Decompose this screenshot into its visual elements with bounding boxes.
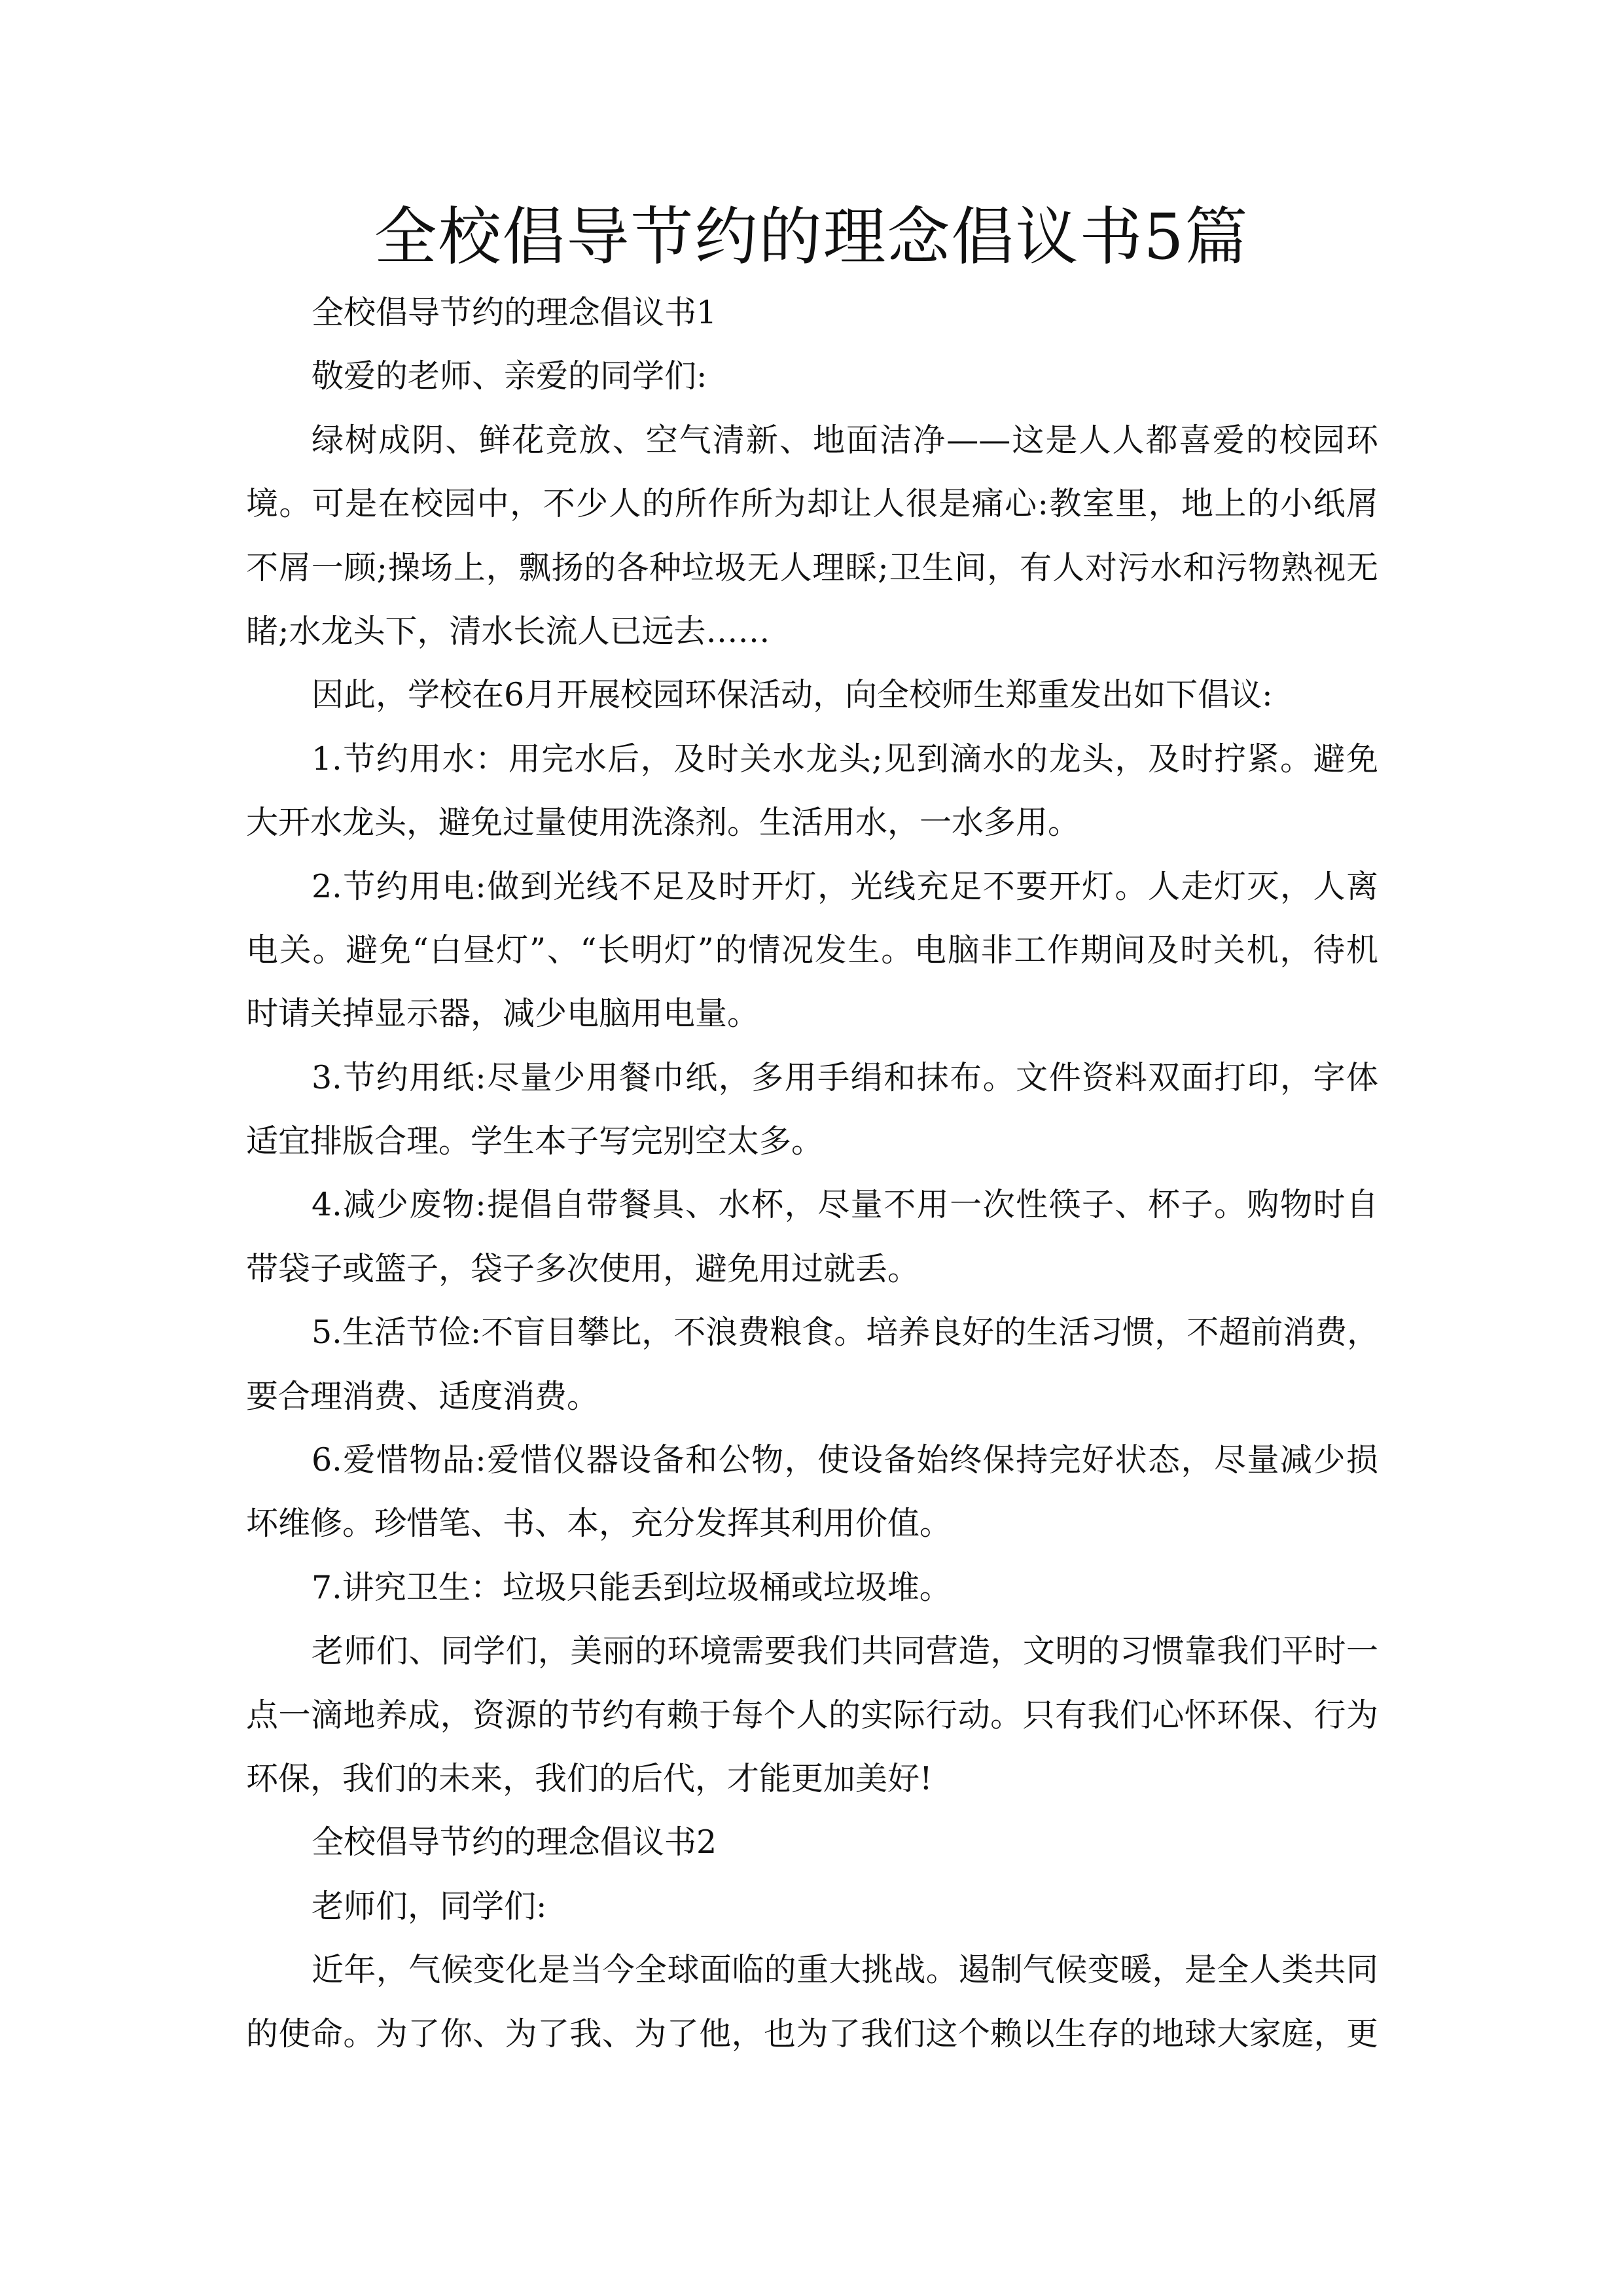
text-line: 老师们，同学们: [312,1887,547,1925]
text-line: 敬爱的老师、亲爱的同学们: [312,357,707,395]
paragraph [246,727,1378,855]
paragraph [246,1300,1378,1428]
text-line: 老师们、同学们，美丽的环境需要我们共同营造，文明的习惯靠我们平时一 [312,1632,1378,1670]
text-line: 6.爱惜物品:爱惜仪器设备和公物，使设备始终保持完好状态，尽量减少损 [312,1441,1378,1479]
text-line: 带袋子或篮子，袋子多次使用，避免用过就丢。 [246,1249,920,1287]
text-line: 境。可是在校园中，不少人的所作所为却让人很是痛心:教室里，地上的小纸屑 [246,485,1378,523]
text-line: 睹;水龙头下，清水长流人已远去…… [246,612,770,650]
text-line: 环保，我们的未来，我们的后代，才能更加美好! [246,1759,933,1797]
text-line: 全校倡导节约的理念倡议书1 [312,294,717,331]
text-line: 3.节约用纸:尽量少用餐巾纸，多用手绢和抹布。文件资料双面打印，字体 [312,1058,1378,1096]
text-line: 大开水龙头，避免过量使用洗涤剂。生活用水，一水多用。 [246,804,1080,842]
text-line: 近年，气候变化是当今全球面临的重大挑战。遏制气候变暖，是全人类共同 [312,1951,1378,1989]
text-line: 时请关掉显示器，减少电脑用电量。 [246,995,760,1033]
text-line: 不屑一顾;操场上，飘扬的各种垃圾无人理睬;卫生间，有人对污水和污物熟视无 [246,548,1378,586]
paragraph [246,1556,1378,1619]
document-title: 全校倡导节约的理念倡议书5篇 [374,200,1249,274]
text-line: 1.节约用水：用完水后，及时关水龙头;见到滴水的龙头，及时拧紧。避免 [312,740,1378,778]
paragraph [246,1173,1378,1300]
text-line: 要合理消费、适度消费。 [246,1377,599,1415]
paragraph [246,855,1378,1046]
text-line: 5.生活节俭:不盲目攀比，不浪费粮食。培养良好的生活习惯，不超前消费， [312,1314,1380,1352]
paragraph [246,1938,1378,2066]
paragraph [246,408,1378,664]
text-line: 的使命。为了你、为了我、为了他，也为了我们这个赖以生存的地球大家庭，更 [246,2015,1378,2053]
text-line: 坏维修。珍惜笔、书、本，充分发挥其利用价值。 [246,1505,952,1543]
text-line: 2.节约用电:做到光线不足及时开灯，光线充足不要开灯。人走灯灭，人离 [312,867,1378,905]
document-body [246,281,1378,2066]
text-line: 全校倡导节约的理念倡议书2 [312,1823,717,1861]
paragraph [246,1046,1378,1174]
paragraph [246,344,1378,408]
text-line: 4.减少废物:提倡自带餐具、水杯，尽量不用一次性筷子、杯子。购物时自 [312,1186,1378,1224]
text-line: 因此，学校在6月开展校园环保活动，向全校师生郑重发出如下倡议: [312,676,1273,714]
paragraph [246,281,1378,344]
paragraph [246,1619,1378,1810]
text-line: 电关。避免“白昼灯”、“长明灯”的情况发生。电脑非工作期间及时关机，待机 [246,931,1378,969]
paragraph [246,1428,1378,1556]
paragraph [246,1874,1378,1938]
text-line: 适宜排版合理。学生本子写完别空太多。 [246,1122,824,1160]
text-line: 7.讲究卫生：垃圾只能丢到垃圾桶或垃圾堆。 [312,1568,952,1606]
paragraph [246,1810,1378,1874]
text-line: 点一滴地养成，资源的节约有赖于每个人的实际行动。只有我们心怀环保、行为 [246,1696,1378,1734]
text-line: 绿树成阴、鲜花竞放、空气清新、地面洁净——这是人人都喜爱的校园环 [312,421,1378,459]
paragraph [246,663,1378,726]
